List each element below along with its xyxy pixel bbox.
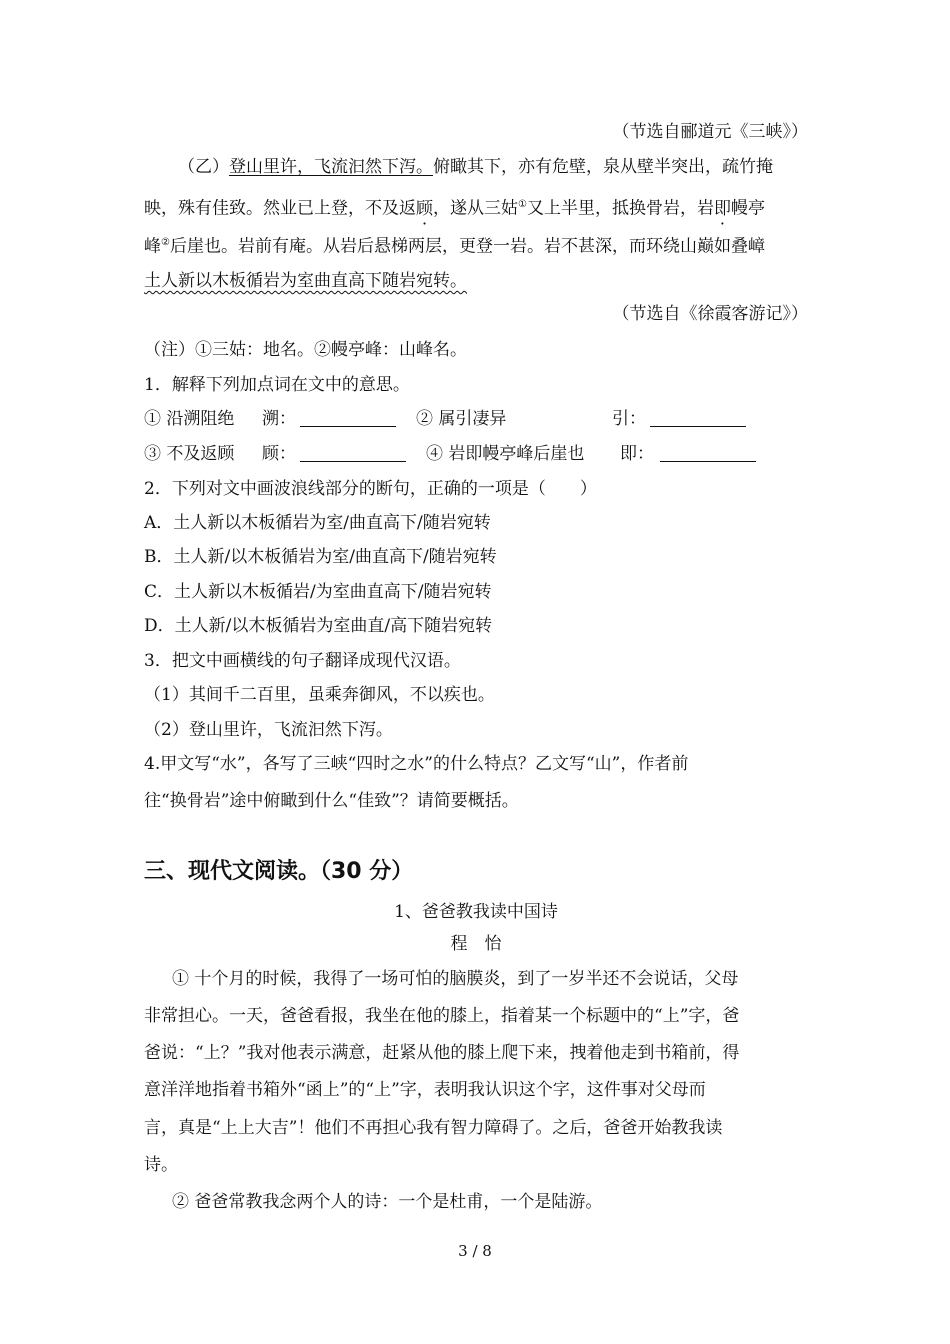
underlined-sentence-yi: 登山里许，飞流汩然下泻。 [229,157,433,177]
dotted-word-gu: 顾 [416,198,433,219]
answer-blank-b[interactable] [650,410,746,427]
q2-stem: 2．下列对文中画波浪线部分的断句，正确的一项是（ ） [144,479,597,499]
yi-text: 俯瞰其下，亦有危壁，泉从壁半突出，疏竹掩 [433,157,773,177]
yi-text: 峰 [144,236,161,257]
q1-word-d: 即： [620,444,654,464]
paragraph-1-line-5: 言，真是“上上大吉”！他们不再担心我有智力障碍了。之后，爸爸开始教我读 [144,1118,723,1138]
yi-text: 映，殊有佳致。然业已上登，不及返 [144,198,416,219]
source-jia: （节选自郦道元《三峡》） [612,122,808,142]
page-number: 3 / 8 [458,1242,492,1260]
paragraph-1-line-1: ① 十个月的时候，我得了一场可怕的脑膜炎，到了一岁半还不会说话，父母 [172,969,739,989]
article-author: 程 怡 [450,934,502,954]
paragraph-1-line-2: 非常担心。一天，爸爸看报，我坐在他的膝上，指着某一个标题中的“上”字，爸 [144,1006,740,1026]
yi-line-1 [144,156,808,178]
yi-line-4 [144,270,808,292]
article-title: 1、爸爸教我读中国诗 [394,902,558,922]
answer-blank-c[interactable] [300,445,406,462]
q2-option-d[interactable]: D．土人新/以木板循岩为室曲直/高下随岩宛转 [144,616,493,636]
yi-line-3 [144,232,808,258]
yi-line-2 [144,194,808,220]
q1-item-b: ② 属引凄异 [416,409,507,429]
yi-text: 幔亭 [730,198,765,219]
paragraph-1-line-3: 爸说：“上？”我对他表示满意，赶紧从他的膝上爬下来，拽着他走到书箱前，得 [144,1043,740,1063]
q3-stem: 3．把文中画横线的句子翻译成现代汉语。 [144,651,461,671]
footnote-marker-1: ① [518,199,527,210]
q1-word-c: 顾： [262,444,296,464]
dotted-word-ji: 即 [713,198,731,219]
paragraph-2: ② 爸爸常教我念两个人的诗：一个是杜甫，一个是陆游。 [172,1192,603,1212]
paragraph-1-line-6: 诗。 [144,1155,178,1175]
yi-text: 又上半里，抵换骨岩，岩 [526,198,714,219]
yi-text: ，遂从三姑 [433,198,518,219]
q3-sentence-1: （1）其间千二百里，虽乘奔御风，不以疾也。 [144,685,495,705]
answer-blank-d[interactable] [660,445,756,462]
footnote-marker-2: ② [161,237,170,248]
q3-sentence-2: （2）登山里许，飞流汩然下泻。 [144,720,393,740]
q1-item-d: ④ 岩即幔亭峰后崖也 [426,444,585,464]
section-heading: 三、现代文阅读。（30 分） [144,859,414,884]
paragraph-1-line-4: 意洋洋地指着书箱外“函上”的“上”字，表明我认识这个字，这件事对父母而 [144,1080,706,1100]
answer-blank-a[interactable] [300,410,396,427]
q1-stem: 1．解释下列加点词在文中的意思。 [144,375,410,395]
q2-option-a[interactable]: A．土人新以木板循岩为室/曲直高下/随岩宛转 [144,513,491,533]
yi-text: 后崖也。岩前有庵。从岩后悬梯两层，更登一岩。岩不甚深，而环绕山巅如叠嶂 [169,236,765,257]
annotation-note: （注）①三姑：地名。②幔亭峰：山峰名。 [144,340,467,360]
q1-word-a: 溯： [262,409,296,429]
q1-item-c: ③ 不及返顾 [144,444,235,464]
q2-option-b[interactable]: B．土人新/以木板循岩为室/曲直高下/随岩宛转 [144,547,497,567]
q2-option-c[interactable]: C．土人新以木板循岩/为室曲直高下/随岩宛转 [144,582,492,602]
q1-item-a: ① 沿溯阻绝 [144,409,235,429]
source-yi: （节选自《徐霞客游记》） [612,304,808,324]
wavy-underlined-sentence: 土人新以木板循岩为室曲直高下随岩宛转。 [144,271,467,291]
yi-label: （乙） [178,157,229,177]
q4-line-2: 往“换骨岩”途中俯瞰到什么“佳致”？请简要概括。 [144,791,519,811]
q1-word-b: 引： [612,409,646,429]
q4-line-1: 4.甲文写“水”，各写了三峡“四时之水”的什么特点？乙文写“山”，作者前 [144,754,689,774]
